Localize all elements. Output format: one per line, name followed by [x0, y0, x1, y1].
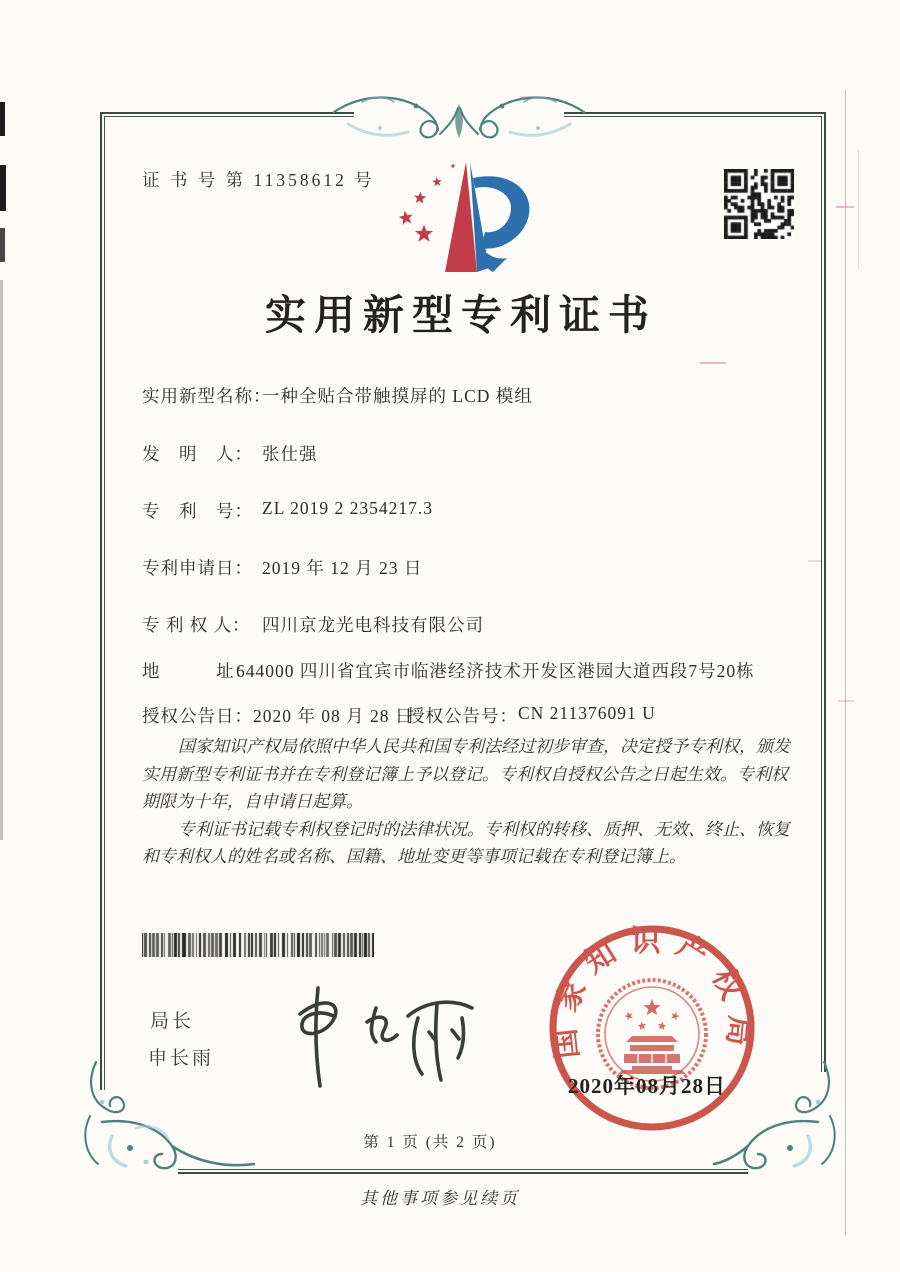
scan-fold-line-short: [858, 150, 859, 270]
field-value: 四川京龙光电科技有限公司: [262, 615, 484, 635]
field-label: 专利申请日：: [142, 558, 253, 578]
barcode: [142, 933, 374, 957]
scan-edge-mark: [0, 165, 6, 211]
field-label: 授权公告号：: [407, 706, 518, 726]
field-value: 2019 年 12 月 23 日: [262, 558, 423, 578]
seal-arc-text: 国家知识产权局: [547, 924, 757, 1061]
scan-edge-mark: [0, 280, 3, 840]
field-value: 2020 年 08 月 28 日: [253, 706, 414, 726]
legal-paragraph-2: 专利证书记载专利权登记时的法律状况。专利权的转移、质押、无效、终止、恢复和专利权人的姓名或名称、国籍、地址变更等事项记载在专利登记簿上。: [142, 819, 790, 866]
top-center-flourish-ornament: [328, 84, 590, 148]
continuation-note: 其他事项参见续页: [360, 1189, 520, 1208]
field-row-grant: [142, 703, 656, 728]
certificate-title: 实用新型专利证书: [265, 292, 657, 338]
field-row-address: [142, 658, 776, 685]
signature-shen-changyu: [272, 982, 487, 1092]
officer-name-label: 申长雨: [148, 1048, 215, 1069]
scan-edge-mark: [0, 102, 5, 136]
seal-date: 2020年08月28日: [568, 1074, 726, 1098]
field-value: 644000 四川省宜宾市临港经济技术开发区港园大道西段7号20栋: [236, 661, 755, 681]
field-row-name: [142, 383, 533, 408]
page-number: 第 1 页 (共 2 页): [363, 1134, 497, 1151]
field-label: 授权公告日：: [142, 706, 253, 726]
field-label: 专 利 权 人：: [142, 615, 251, 635]
scan-edge-mark: [0, 228, 5, 262]
certificate-number: 证 书 号 第 11358612 号: [142, 170, 375, 190]
field-label: 专 利 号：: [142, 501, 253, 521]
field-row-patent-no: [142, 498, 433, 523]
field-value: CN 211376091 U: [518, 703, 656, 723]
official-seal: [546, 922, 758, 1134]
field-label: 实用新型名称：: [142, 386, 272, 406]
officer-role-label: 局长: [150, 1011, 195, 1032]
bottom-left-flourish-ornament: [76, 1058, 266, 1188]
field-row-filing-date: [142, 555, 422, 580]
field-value: ZL 2019 2 2354217.3: [262, 498, 433, 518]
field-label: 发 明 人：: [142, 444, 253, 464]
cnipa-logo: [393, 156, 543, 278]
field-value: 张仕强: [262, 444, 318, 464]
scan-pink-dash: [836, 206, 854, 208]
field-row-patentee: [142, 612, 484, 637]
field-label: 地 址：: [142, 661, 253, 681]
legal-paragraph-1: 国家知识产权局依照中华人民共和国专利法经过初步审查，决定授予专利权，颁发实用新型专利证书并在专利登记簿上予以登记。专利权自授权公告之日起生效。专利权期限为十年，自申请日起算。: [142, 737, 790, 811]
scan-fold-line: [845, 90, 846, 1235]
qr-code: [724, 169, 794, 239]
logo-stars: [399, 163, 456, 241]
legal-text: [142, 733, 794, 871]
field-value: 一种全贴合带触摸屏的 LCD 模组: [262, 386, 533, 406]
scan-pink-dash: [838, 700, 854, 702]
field-row-inventor: [142, 441, 318, 466]
